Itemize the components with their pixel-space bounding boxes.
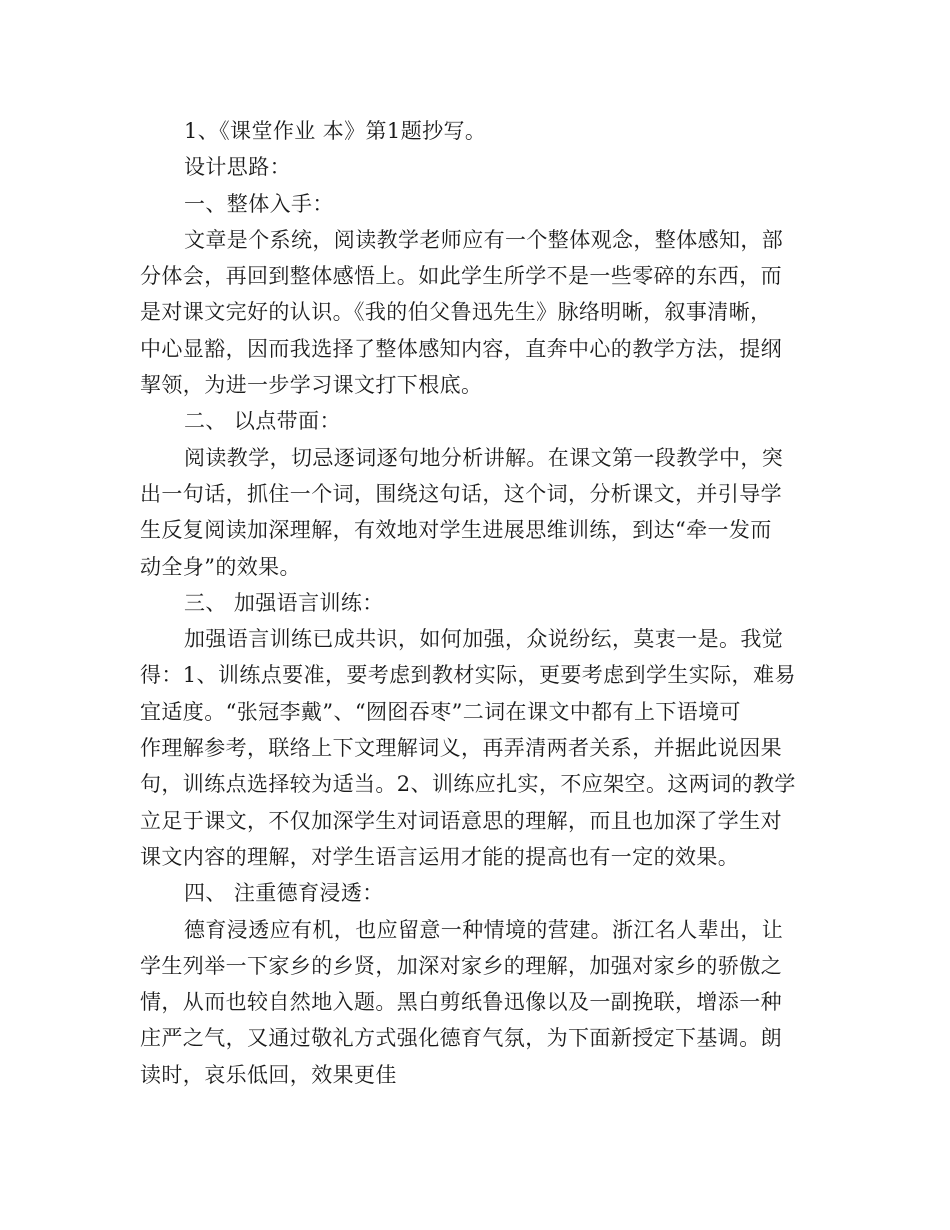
section-heading-4: 四、 注重德育浸透： bbox=[184, 881, 384, 906]
paragraph-line: 挈领，为进一步学习课文打下根底。 bbox=[140, 373, 483, 398]
paragraph-line: 文章是个系统，阅读教学老师应有一个整体观念，整体感知，部 bbox=[184, 227, 784, 252]
paragraph-line: 动全身”的效果。 bbox=[140, 554, 301, 579]
paragraph-line: 作理解参考，联络上下文理解词义，再弄清两者关系，并据此说因果 bbox=[140, 736, 782, 761]
paragraph-line: 得：1、训练点要准，要考虑到教材实际，更要考虑到学生实际，难易 bbox=[140, 663, 796, 688]
paragraph-line: 出一句话，抓住一个词，围绕这句话，这个词，分析课文，并引导学 bbox=[140, 481, 782, 506]
paragraph-line: 读时，哀乐低回，效果更佳 bbox=[140, 1062, 397, 1087]
section-heading-2: 二、 以点带面： bbox=[184, 409, 341, 434]
paragraph-line: 阅读教学，切忌逐词逐句地分析讲解。在课文第一段教学中，突 bbox=[184, 445, 784, 470]
paragraph-line: 是对课文完好的认识。《我的伯父鲁迅先生》脉络明晰，叙事清晰， bbox=[140, 300, 772, 325]
paragraph-line: 立足于课文，不仅加深学生对词语意思的理解，而且也加深了学生对 bbox=[140, 808, 782, 833]
paragraph-line: 德育浸透应有机，也应留意一种情境的营建。浙江名人辈出，让 bbox=[184, 917, 784, 942]
design-heading: 设计思路： bbox=[184, 155, 291, 180]
section-heading-1: 一、整体入手： bbox=[184, 191, 334, 216]
paragraph-line: 情，从而也较自然地入题。黑白剪纸鲁迅像以及一副挽联，增添一种 bbox=[140, 990, 782, 1015]
paragraph-line: 加强语言训练已成共识，如何加强，众说纷纭，莫衷一是。我觉 bbox=[184, 627, 784, 652]
paragraph-line: 中心显豁，因而我选择了整体感知内容，直奔中心的教学方法，提纲 bbox=[140, 336, 782, 361]
paragraph-line: 生反复阅读加深理解，有效地对学生进展思维训练，到达“牵一发而 bbox=[140, 518, 772, 543]
paragraph-line: 庄严之气，又通过敬礼方式强化德育气氛，为下面新授定下基调。朗 bbox=[140, 1026, 782, 1051]
paragraph-line: 学生列举一下家乡的乡贤，加深对家乡的理解，加强对家乡的骄傲之 bbox=[140, 953, 782, 978]
assignment-line: 1、《课堂作业 本》第1题抄写。 bbox=[184, 119, 487, 143]
paragraph-line: 课文内容的理解，对学生语言运用才能的提高也有一定的效果。 bbox=[140, 844, 740, 869]
paragraph-line: 句，训练点选择较为适当。2、训练应扎实，不应架空。这两词的教学 bbox=[140, 772, 796, 797]
paragraph-line: 宜适度。“张冠李戴”、“囫囵吞枣”二词在课文中都有上下语境可 bbox=[140, 699, 741, 724]
paragraph-line: 分体会，再回到整体感悟上。如此学生所学不是一些零碎的东西，而 bbox=[140, 264, 782, 289]
document-body bbox=[140, 113, 812, 1093]
section-heading-3: 三、 加强语言训练： bbox=[184, 590, 384, 615]
